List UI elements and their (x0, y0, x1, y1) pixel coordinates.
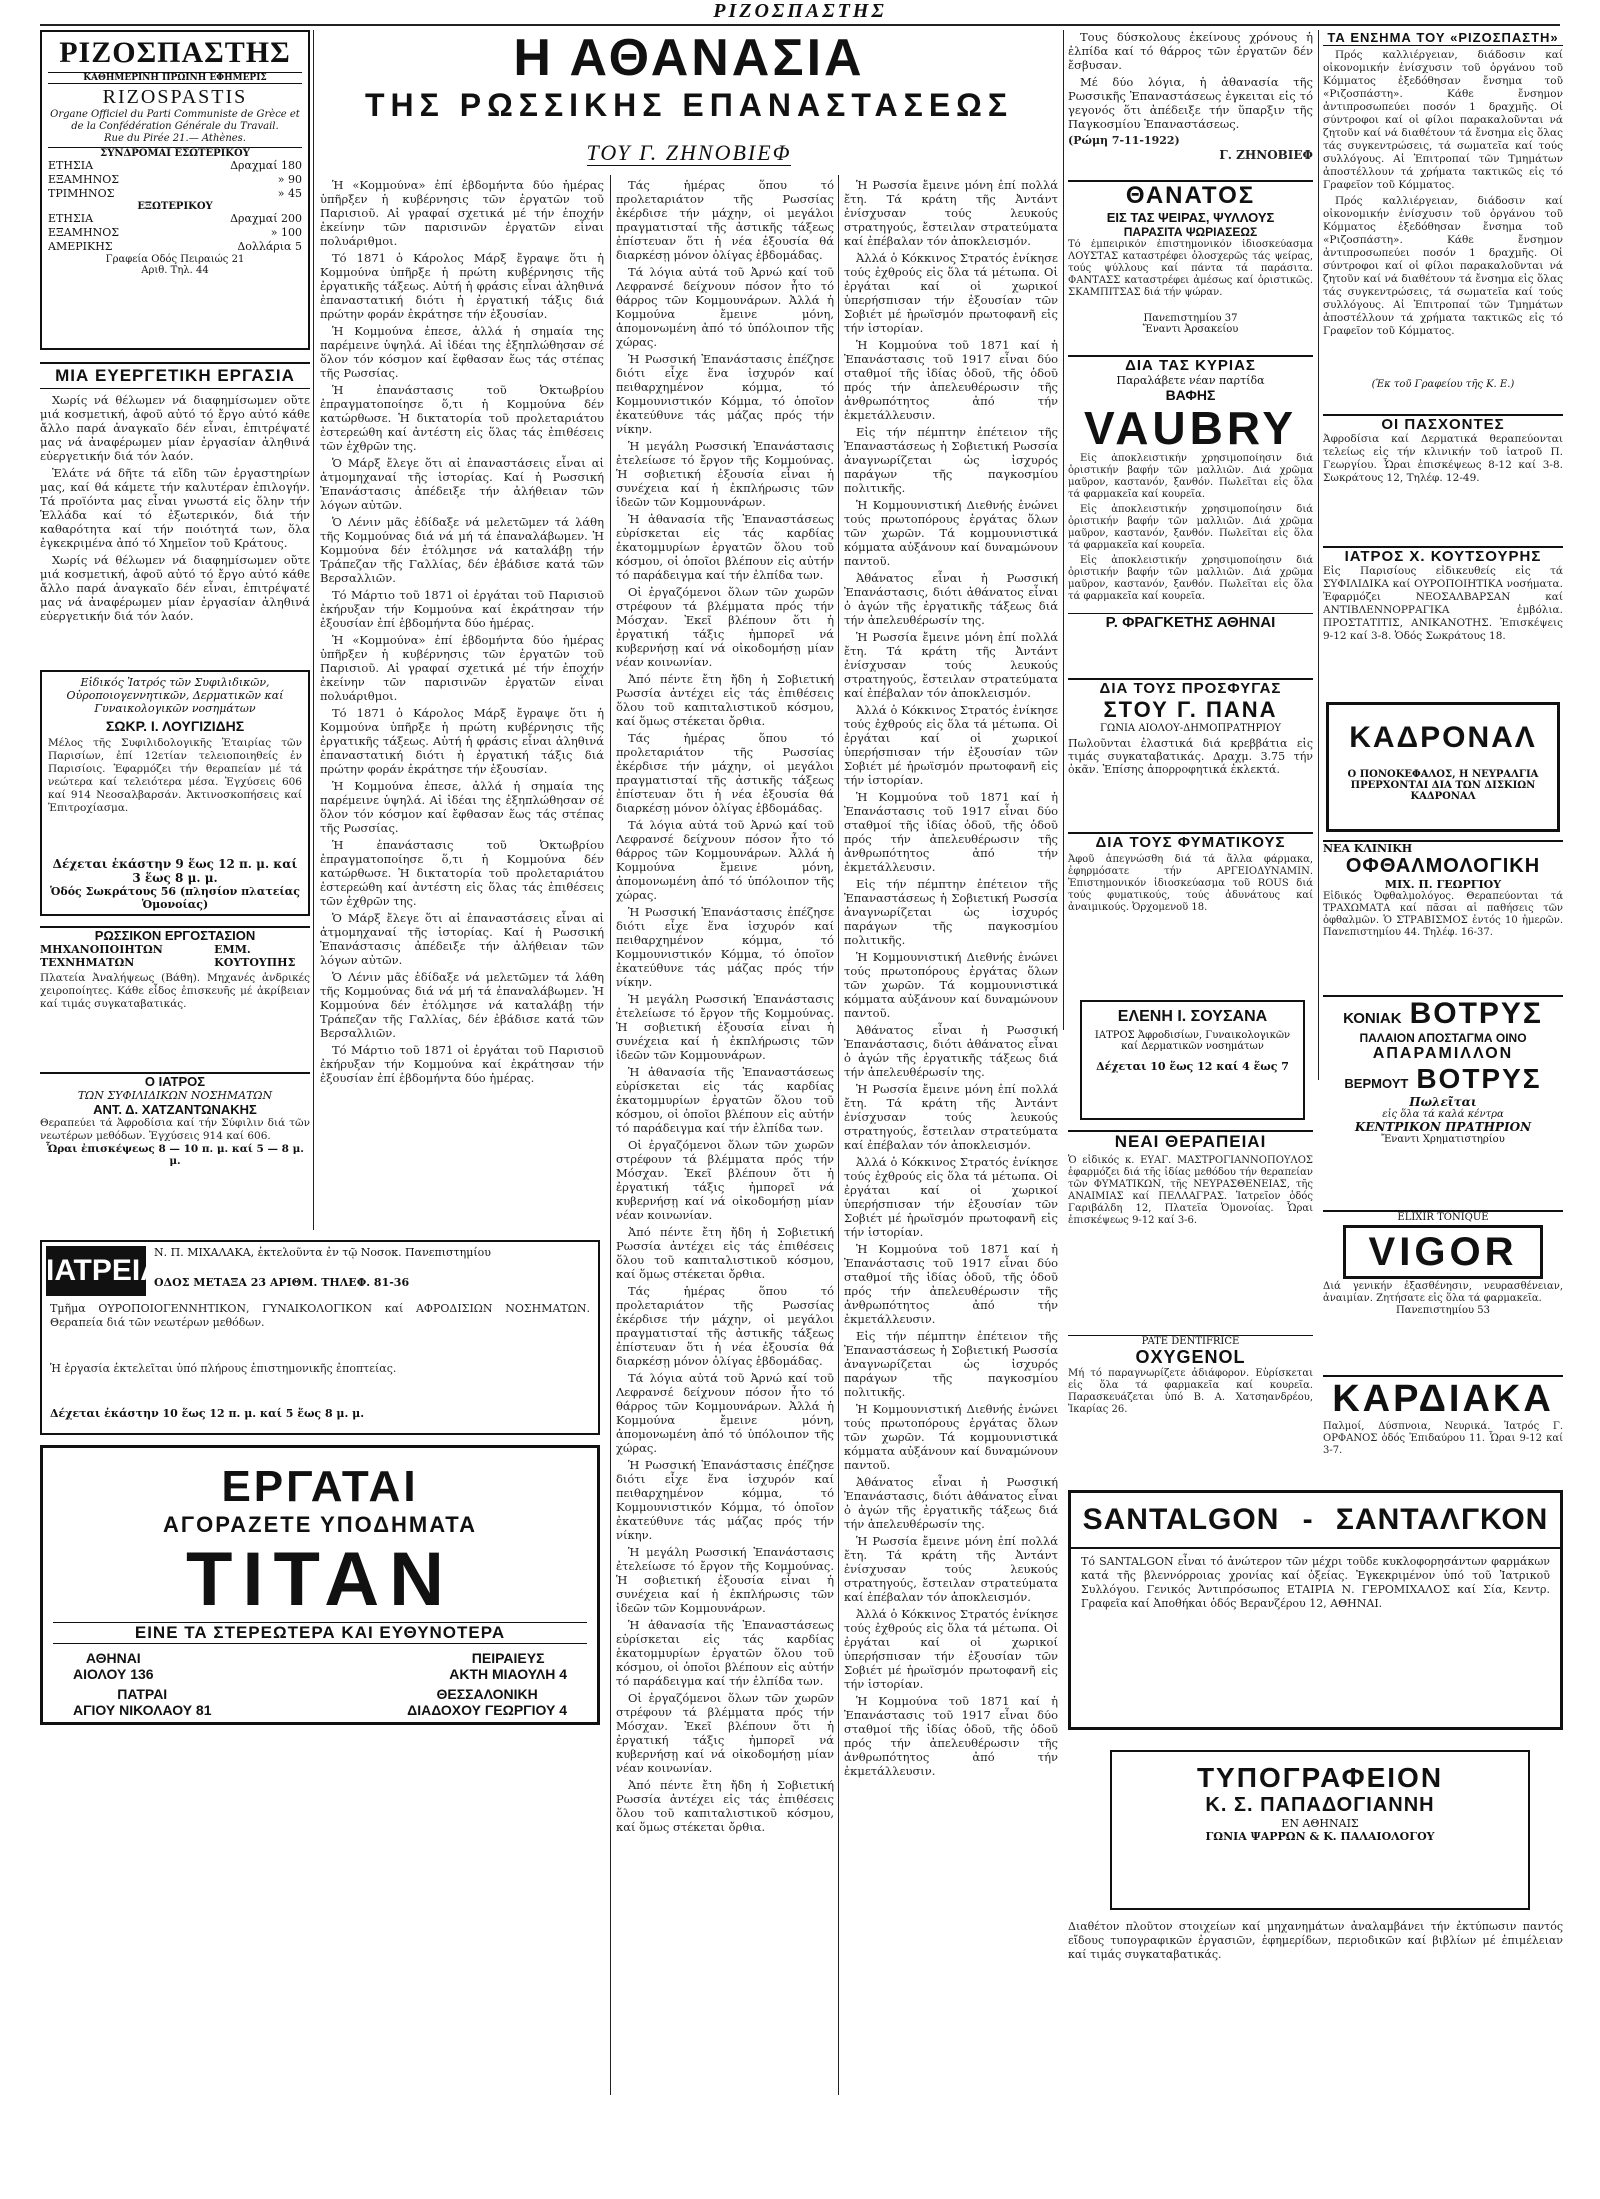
eye-heading: ΝΕΑ ΚΛΙΝΙΚΗ (1323, 842, 1413, 855)
ad-kadronal (1326, 702, 1560, 832)
cognac-footer-2: ΚΕΝΤΡΙΚΟΝ ΠΡΑΤΗΡΙΟΝ (1354, 1120, 1532, 1134)
subs-row: ΤΡΙΜΗΝΟΣ » 45 (48, 187, 302, 200)
titan-addresses: ΑΘΗΝΑΙ ΑΙΟΛΟΥ 136 ΠΕΙΡΑΙΕΥΣ ΑΚΤΗ ΜΙΑΟΥΛΗ 4 (73, 1650, 567, 1682)
oxygenol-brand: OXYGENOL (1135, 1347, 1246, 1367)
vaubry-footer: Ρ. ΦΡΑΓΚΕΤΗΣ ΑΘΗΝΑΙ (1068, 613, 1313, 631)
column-rule (610, 175, 611, 2095)
article-dateline: (Ρώμη 7-11-1922) (1068, 134, 1180, 147)
ad-oxygenol (1068, 1335, 1313, 1426)
subs-row: ΑΜΕΡΙΚΗΣ Δολλάρια 5 (48, 240, 302, 253)
print-body: Διαθέτον πλοῦτον στοιχείων καί μηχανημάτων ἀναλαμβάνει τήν ἐκτύπωσιν παντός εἴδους τυπογραφικῶν ἐργασιῶν, ἐφημερίδων, περιοδικῶν καί βιβλίων μέ ἐπιμέλειαν καί τιμάς συγκαταβατικάς. (1068, 1920, 1563, 1961)
cognac-footer: εἰς ὅλα τά καλά κέντρα (1382, 1109, 1504, 1120)
cognac-line: ΠΑΛΑΙΟΝ ΑΠΟΣΤΑΓΜΑ ΟΙΝΟ (1359, 1031, 1527, 1045)
eye-name: ΜΙΧ. Π. ΓΕΩΡΓΙΟΥ (1384, 878, 1502, 891)
kardiaka-brand: ΚΑΡΔΙΑΚΑ (1332, 1378, 1554, 1420)
santalgon-latin: SANTALGON (1082, 1503, 1280, 1536)
ad-typography (1110, 1750, 1530, 1910)
clinic-note: Ἡ ἐργασία ἐκτελεῖται ὑπό πλήρους ἐπιστημονικῆς ἐποπτείας. (50, 1362, 397, 1375)
article-signature: Γ. ΖΗΝΟΒΙΕΦ (1219, 148, 1313, 162)
masthead-address: Rue du Pirée 21.— Athènes. (104, 133, 246, 144)
ad-clinic-michalaka (40, 1240, 600, 1435)
santalgon-header (1071, 1493, 1560, 1549)
clinic-hours: Δέχεται ἑκάστην 10 ἕως 12 π. μ. καί 5 ἕως 8 μ. μ. (50, 1407, 365, 1420)
print-address: ΓΩΝΙΑ ΨΑΡΡΩΝ & Κ. ΠΑΛΑΙΟΛΟΓΟΥ (1205, 1830, 1435, 1843)
eleni-line-2: καί Δερματικῶν νοσημάτων (1121, 1041, 1264, 1052)
death-title: ΘΑΝΑΤΟΣ (1125, 182, 1256, 209)
sufferers-heading: ΟΙ ΠΑΣΧΟΝΤΕΣ (1381, 416, 1505, 433)
ad-refugees (1068, 678, 1313, 830)
vermouth-row: ΒΕΡΜΟΥΤ ΒΟΤΡΥΣ (1344, 1063, 1542, 1094)
doctor1-address: Ὁδός Σωκράτους 56 (πλησίον πλατείας Ὁμονοίας) (50, 885, 300, 911)
titan-buy: ΑΓΟΡΑΖΕΤΕ ΥΠΟΔΗΜΑΤΑ (163, 1512, 477, 1537)
ad-doctor-lougizidis (40, 670, 310, 916)
death-subtitle: ΕΙΣ ΤΑΣ ΨΕΙΡΑΣ, ΨΥΛΛΟΥΣ (1106, 210, 1275, 225)
vaubry-pre: Παραλάβετε νέαν παρτίδα (1116, 374, 1265, 387)
doctor2-name: ΑΝΤ. Δ. ΧΑΤΖΑΝΤΩΝΑΚΗΣ (93, 1102, 257, 1117)
ad-sufferers (1323, 414, 1563, 544)
ad-stamps (1323, 30, 1563, 410)
kadronal-line-2: ΠΡΕΡΧΟΝΤΑΙ ΔΙΑ ΤΩΝ ΔΙΣΚΙΩΝ (1350, 780, 1536, 791)
clinic-address: ΟΔΟΣ ΜΕΤΑΞΑ 23 ΑΡΙΘΜ. ΤΗΛΕΦ. 81-36 (154, 1276, 410, 1289)
titan-workers: ΕΡΓΑΤΑΙ (221, 1462, 419, 1511)
vaubry-heading: ΔΙΑ ΤΑΣ ΚΥΡΙΑΣ (1125, 357, 1256, 374)
eleni-name: ΕΛΕΝΗ Ι. ΣΟΥΣΑΝΑ (1117, 1008, 1268, 1025)
subs-inner-title: ΣΥΝΔΡΟΜΑΙ ΕΣΩΤΕΡΙΚΟΥ (48, 147, 302, 159)
cognac-footer-3: Ἔναντι Χρηματιστηρίου (1381, 1134, 1505, 1145)
ad-new-therapies (1068, 1130, 1313, 1332)
article-header (318, 30, 1060, 140)
office-phone: Αριθ. Τηλ. 44 (141, 265, 209, 276)
vigor-box (1343, 1225, 1543, 1279)
column-rule (313, 30, 314, 1230)
kadronal-brand: ΚΑΔΡΟΝΑΛ (1349, 721, 1537, 754)
masthead-organ: Organe Officiel du Parti Communiste de Grèce et de la Confédération Générale du Travail. (50, 109, 300, 132)
doctor2-title: Ο ΙΑΤΡΟΣ (144, 1074, 206, 1089)
article-column-3: Ἡ Ρωσσία ἔμεινε μόνη ἐπί πολλά ἔτη. Τά κράτη τῆς Ἀντάντ ἐνίσχυσαν τούς λευκούς στρατηγούς, ἔστειλαν στρατεύματα καί ἐπέβαλαν τόν ἀποκλεισμόν. Ἀλλά ὁ Κόκκινος Στρατός ἐνίκησε τούς ἐχθρούς εἰς ὅλα τά μέτωπα. Οἱ ἐργάται καί οἱ χωρικοί ὑπερήσπισαν τήν ἐξουσίαν τῶν Σοβιέτ μέ ἡρωϊσμόν πρωτοφανῆ εἰς τήν ἱστορίαν. Ἡ Κομμούνα τοῦ 1871 καί ἡ Ἐπανάστασις τοῦ 1917 εἶναι δύο σταθμοί τῆς ἰδίας ὁδοῦ, τῆς ὁδοῦ πρός τήν ἀπελευθέρωσιν τῆς ἀνθρωπότητος ἀπό τήν ἐκμετάλλευσιν. Εἰς τήν πέμπτην ἐπέτειον τῆς Ἐπαναστάσεως ἡ Σοβιετική Ρωσσία ἀναγνωρίζεται ὡς ἰσχυρός παράγων τῆς παγκοσμίου πολιτικῆς. Ἡ Κομμουνιστική Διεθνής ἑνώνει τούς πρωτοπόρους ἐργάτας ὅλων τῶν χωρῶν. Τά κομμουνιστικά κόμματα αὐξάνουν καί δυναμώνουν παντοῦ. Ἀθάνατος εἶναι ἡ Ρωσσική Ἐπανάστασις, διότι ἀθάνατος εἶναι ὁ ἀγών τῆς ἐργατικῆς τάξεως διά τήν ἀπελευθέρωσίν της. Ἡ Ρωσσία ἔμεινε μόνη ἐπί πολλά ἔτη. Τά κράτη τῆς Ἀντάντ ἐνίσχυσαν τούς λευκούς στρατηγούς, ἔστειλαν στρατεύματα καί ἐπέβαλαν τόν ἀποκλεισμόν. Ἀλλά ὁ Κόκκινος Στρατός ἐνίκησε τούς ἐχθρούς εἰς ὅλα τά μέτωπα. Οἱ ἐργάται καί οἱ χωρικοί ὑπερήσπισαν τήν ἐξουσίαν τῶν Σοβιέτ μέ ἡρωϊσμόν πρωτοφανῆ εἰς τήν ἱστορίαν. Ἡ Κομμούνα τοῦ 1871 καί ἡ Ἐπανάστασις τοῦ 1917 εἶναι δύο σταθμοί τῆς ἰδίας ὁδοῦ, τῆς ὁδοῦ πρός τήν ἀπελευθέρωσιν τῆς ἀνθρωπότητος ἀπό τήν ἐκμετάλλευσιν. Εἰς τήν πέμπτην ἐπέτειον τῆς Ἐπαναστάσεως ἡ Σοβιετική Ρωσσία ἀναγνωρίζεται ὡς ἰσχυρός παράγων τῆς παγκοσμίου πολιτικῆς. Ἡ Κομμουνιστική Διεθνής ἑνώνει τούς πρωτοπόρους ἐργάτας ὅλων τῶν χωρῶν. Τά κομμουνιστικά κόμματα αὐξάνουν καί δυναμώνουν παντοῦ. Ἀθάνατος εἶναι ἡ Ρωσσική Ἐπανάστασις, διότι ἀθάνατος εἶναι ὁ ἀγών τῆς ἐργατικῆς τάξεως διά τήν ἀπελευθέρωσίν της. Ἡ Ρωσσία ἔμεινε μόνη ἐπί πολλά ἔτη. Τά κράτη τῆς Ἀντάντ ἐνίσχυσαν τούς λευκούς στρατηγούς, ἔστειλαν στρατεύματα καί ἐπέβαλαν τόν ἀποκλεισμόν. Ἀλλά ὁ Κόκκινος Στρατός ἐνίκησε τούς ἐχθρούς εἰς ὅλα τά μέτωπα. Οἱ ἐργάται καί οἱ χωρικοί ὑπερήσπισαν τήν ἐξουσίαν τῶν Σοβιέτ μέ ἡρωϊσμόν πρωτοφανῆ εἰς τήν ἱστορίαν. Ἡ Κομμούνα τοῦ 1871 καί ἡ Ἐπανάστασις τοῦ 1917 εἶναι δύο σταθμοί τῆς ἰδίας ὁδοῦ, τῆς ὁδοῦ πρός τήν ἀπελευθέρωσιν τῆς ἀνθρωπότητος ἀπό τήν ἐκμετάλλευσιν. Εἰς τήν πέμπτην ἐπέτειον τῆς Ἐπαναστάσεως ἡ Σοβιετική Ρωσσία ἀναγνωρίζεται ὡς ἰσχυρός παράγων τῆς παγκοσμίου πολιτικῆς. Ἡ Κομμουνιστική Διεθνής ἑνώνει τούς πρωτοπόρους ἐργάτας ὅλων τῶν χωρῶν. Τά κομμουνιστικά κόμματα αὐξάνουν καί δυναμώνουν παντοῦ. Ἀθάνατος εἶναι ἡ Ρωσσική Ἐπανάστασις, διότι ἀθάνατος εἶναι ὁ ἀγών τῆς ἐργατικῆς τάξεως διά τήν ἀπελευθέρωσίν της. Ἡ Ρωσσία ἔμεινε μόνη ἐπί πολλά ἔτη. Τά κράτη τῆς Ἀντάντ ἐνίσχυσαν τούς λευκούς στρατηγούς, ἔστειλαν στρατεύματα καί ἐπέβαλαν τόν ἀποκλεισμόν. Ἀλλά ὁ Κόκκινος Στρατός ἐνίκησε τούς ἐχθρούς εἰς ὅλα τά μέτωπα. Οἱ ἐργάται καί οἱ χωρικοί ὑπερήσπισαν τήν ἐξουσίαν τῶν Σοβιέτ μέ ἡρωϊσμόν πρωτοφανῆ εἰς τήν ἱστορίαν. Ἡ Κομμούνα τοῦ 1871 καί ἡ Ἐπανάστασις τοῦ 1917 εἶναι δύο σταθμοί τῆς ἰδίας ὁδοῦ, τῆς ὁδοῦ πρός τήν ἀπελευθέρωσιν τῆς ἀνθρωπότητος ἀπό τήν ἐκμετάλλευσιν. (844, 178, 1058, 1778)
print-title: ΤΥΠΟΓΡΑΦΕΙΟΝ (1196, 1762, 1444, 1793)
subs-row: ΕΞΑΜΗΝΟΣ » 90 (48, 173, 302, 186)
refugees-sub-2: ΓΩΝΙΑ ΑΙΟΛΟΥ-ΔΗΜΟΠΡΑΤΗΡΙΟΥ (1099, 723, 1282, 734)
koutsouris-body: Εἰς Παρισίους εἰδικευθείς εἰς τά ΣΥΦΙΛΙΔΙΚΑ καί ΟΥΡΟΠΟΙΗΤΙΚΑ νοσήματα. Ἐφαρμόζει ΝΕΟΣΑΛΒΑΡΣΑΝ καί ΑΝΤΙΒΛΕΝΝΟΡΡΑΓΙΚΑ ἐμβόλια. ΠΡΟΣΤΑΤΙΤΙΣ, ΑΝΙΚΑΝΟΤΗΣ. Ἐπισκέψεις 9-12 καί 3-8. Ὁδός Σωκράτους 18. (1323, 565, 1563, 642)
running-head: ΡΙΖΟΣΠΑΣΤΗΣ (713, 0, 887, 22)
ad-doctor-chatzantonakis (40, 1072, 310, 1234)
death-body: Τό ἐμπειρικόν ἐπιστημονικόν ἰδιοσκεύασμα ΛΟΥΣΤΑΣ καταστρέφει ὁλοσχερῶς τάς ψείρας, τούς ψύλλους καί πάντα τά παράσιτα. ΦΑΝΤΑΣΣ καταστρέφει ἀμέσως καί ὁριστικῶς. ΣΚΑΜΠΙΤΣΑΣ διά τήν ψώραν. (1068, 239, 1313, 298)
cognac-sell: Πωλεῖται (1409, 1095, 1477, 1109)
ad-koutsouris (1323, 546, 1563, 698)
masthead-latin: RIZOSPASTIS (102, 86, 248, 108)
vigor-body: Διά γενικήν ἐξασθένησιν, νευρασθένειαν, ἀναιμίαν. Ζητήσατε εἰς ὅλα τά φαρμακεῖα. (1323, 1281, 1563, 1304)
therapies-heading: ΝΕΑΙ ΘΕΡΑΠΕΙΑΙ (1114, 1132, 1267, 1151)
workshop-title: ΡΩΣΣΙΚΟΝ ΕΡΓΟΣΤΑΣΙΟΝ (94, 928, 256, 943)
masthead-title: ΡΙΖΟΣΠΑΣΤΗΣ (59, 36, 291, 69)
refugees-sub: ΣΤΟΥ Γ. ΠΑΝΑ (1103, 697, 1278, 722)
subs-row: ΕΞΑΜΗΝΟΣ » 100 (48, 226, 302, 239)
subs-outer-title: ΕΞΩΤΕΡΙΚΟΥ (137, 201, 213, 212)
article-byline: ΤΟΥ Γ. ΖΗΝΟΒΙΕΦ (586, 140, 792, 165)
refugees-body: Πωλοῦνται ἐλαστικά διά κρεββάτια εἰς τιμάς συγκαταβατικάς. Δραχμ. 3.75 τήν ὀκᾶν. Ἐπίσης ἀπορροφητικά ἐκλεκτά. (1068, 737, 1313, 776)
print-name: Κ. Σ. ΠΑΠΑΔΟΓΙΑΝΝΗ (1205, 1794, 1435, 1816)
death-address: Πανεπιστημίου 37 (1143, 313, 1238, 324)
benefit-body: Χωρίς νά θέλωμεν νά διαφημίσωμεν οὔτε μιά κοσμετική, ἀφοῦ αὐτό τό ἔργο αὐτό κάθε ἄλλο παρά ἀναγκαῖο δέν εἶναι, ἐπιτρέψατέ μας νά ἀναφέρωμεν μίαν ἐργασίαν ἀληθινά εὐεργετικήν διά τόν λαόν. Ἐλάτε νά δῆτε τά εἴδη τῶν ἐργαστηρίων μας, καί θά κάμετε τήν καλυτέραν ἐπιλογήν. Τά προϊόντα μας εἶναι γνωστά εἰς ὅλην τήν Ἑλλάδα καί τό ἐξωτερικόν, διά τήν καθαρότητα καί τήν ποιότητά των, ὅλα ἐγκεκριμένα ἀπό τό Χημεῖον τοῦ Κράτους. Χωρίς νά θέλωμεν νά διαφημίσωμεν οὔτε μιά κοσμετική, ἀφοῦ αὐτό τό ἔργο αὐτό κάθε ἄλλο παρά ἀναγκαῖο δέν εἶναι, ἐπιτρέψατέ μας νά ἀναφέρωμεν μίαν ἐργασίαν ἀληθινά εὐεργετικήν διά τόν λαόν. (40, 393, 310, 623)
subs-row: ΕΤΗΣΙΑ Δραχμαί 200 (48, 212, 302, 225)
ad-kardiaka (1323, 1375, 1563, 1487)
oxygenol-body: Μή τό παραγνωρίζετε ἀδιάφορον. Εὑρίσκεται εἰς ὅλα τά φαρμακεῖα καί κουρεῖα. Παρασκευάζεται ὑπό Β. Α. Χατσηανδρέου, Ἰκαρίας 26. (1068, 1368, 1313, 1415)
doctor1-body: Μέλος τῆς Συφιλιδολογικῆς Ἑταιρίας τῶν Παρισίων, ἐπί 12ετίαν τελειοποιηθείς ἐν Παρισίοις. Ἐφαρμόζει τήν θεραπείαν μέ τά νεώτερα καί τελειότερα μέσα. Ἐγχύσεις 606 καί 914 Νεοσαλβαρσάν. Ἀκτινοσκοπήσεις καί Ἐπιτροχίασμα. (48, 737, 302, 814)
article-column-4: Τους δύσκολους ἐκείνους χρόνους ἡ ἐλπίδα καί τό θάρρος τῶν ἐργατῶν δέν ἔσβυσαν. Μέ δύο λόγια, ἡ ἀθανασία τῆς Ρωσσικῆς Ἐπαναστάσεως ἐγκειται εἰς τό γεγονός ὅτι ἀπέδειξε τήν ὕπαρξιν τῆς Παγκοσμίου Ἐπαναστάσεως. (Ρώμη 7-11-1922) Γ. ΖΗΝΟΒΙΕΦ (1068, 30, 1313, 162)
koutsouris-heading: ΙΑΤΡΟΣ Χ. ΚΟΥΤΣΟΥΡΗΣ (1344, 548, 1542, 565)
stamps-heading: ΤΑ ΕΝΣΗΜΑ ΤΟΥ «ΡΙΖΟΣΠΑΣΤΗ» (1323, 30, 1563, 46)
titan-brand: TITAN (185, 1537, 455, 1622)
print-city: ΕΝ ΑΘΗΝΑΙΣ (1281, 1817, 1359, 1830)
smokers-body: Ἀφοῦ ἀπεγνώσθη διά τά ἄλλα φάρμακα, ἐφηρμόσατε τήν ΑΡΓΕΙΟΔΥΝΑΜΙΝ. Ἐπιστημονικόν ἰδιοσκεύασμα τοῦ ROUS διά τούς φυματικούς, τούς ἀδυνάτους καί ἀναιμικούς. Ὀρχομενοῦ 18. (1068, 854, 1313, 913)
cognac-row: ΚΟΝΙΑΚ ΒΟΤΡΥΣ (1343, 997, 1543, 1030)
santalgon-body: Τό SANTALGON εἶναι τό ἀνώτερον τῶν μέχρι τοῦδε κυκλοφορησάντων φαρμάκων κατά τῆς βλεννόρροιας χρονίας καί ὀξείας. Ἐγκεκριμένον ὑπό τοῦ Ἰατρικοῦ Συλλόγου. Γενικός Ἀντιπρόσωπος ΕΤΑΙΡΙΑ Ν. ΓΕΡΟΜΙΧΑΛΟΣ καί Σία, Κεντρ. Γραφεῖα καί Ἀποθήκαι ὁδός Βερανζέρου 12, ΑΘΗΝΑΙ. (1081, 1555, 1550, 1610)
benefit-title: ΜΙΑ ΕΥΕΡΓΕΤΙΚΗ ΕΡΓΑΣΙΑ (40, 362, 310, 389)
vaubry-body: Εἰς ἀποκλειστικήν χρησιμοποίησιν διά ὁριστικήν βαφήν τῶν μαλλιῶν. Διά χρῶμα μαῦρον, καστανόν, ξανθόν. Πωλεῖται εἰς ὅλα τά φαρμακεῖα καί κουρεῖα. Εἰς ἀποκλειστικήν χρησιμοποίησιν διά ὁριστικήν βαφήν τῶν μαλλιῶν. Διά χρῶμα μαῦρον, καστανόν, ξανθόν. Πωλεῖται εἰς ὅλα τά φαρμακεῖα καί κουρεῖα. Εἰς ἀποκλειστικήν χρησιμοποίησιν διά ὁριστικήν βαφήν τῶν μαλλιῶν. Διά χρῶμα μαῦρον, καστανόν, ξανθόν. Πωλεῖται εἰς ὅλα τά φαρμακεῖα καί κουρεῖα. (1068, 453, 1313, 602)
column-rule (1318, 30, 1319, 1080)
doctor1-hours: Δέχεται ἑκάστην 9 ἕως 12 π. μ. καί 3 ἕως 8 μ. μ. (52, 857, 298, 885)
doctor1-name: ΣΩΚΡ. Ι. ΛΟΥΓΙΖΙΔΗΣ (105, 718, 245, 734)
santalgon-dash: - (1302, 1503, 1313, 1536)
eleni-line-1: ΙΑΤΡΟΣ Ἀφροδισίων, Γυναικολογικῶν (1094, 1030, 1291, 1041)
sufferers-body: Ἀφροδίσια καί Δερματικά θεραπεύονται τελείως εἰς τήν κλινικήν τοῦ ἰατροῦ Π. Γεωργίου. Ὧραι ἐπισκέψεως 8-12 καί 3-8. Σωκράτους 12, Τηλέφ. 12-49. (1323, 433, 1563, 484)
vigor-footer: Πανεπιστημίου 53 (1396, 1305, 1490, 1316)
death-subtitle-2: ΠΑΡΑΣΙΤΑ ΨΩΡΙΑΣΕΩΣ (1123, 225, 1258, 239)
ad-tuberculosis (1068, 832, 1313, 984)
top-rule (40, 24, 1560, 26)
ad-vaubry (1068, 355, 1313, 675)
doctor2-subtitle: ΤΩΝ ΣΥΦΙΛΙΔΙΚΩΝ ΝΟΣΗΜΑΤΩΝ (77, 1089, 273, 1102)
titan-slogan: ΕΙΝΕ ΤΑ ΣΤΕΡΕΩΤΕΡΑ ΚΑΙ ΕΥΘΥΝΟΤΕΡΑ (53, 1622, 587, 1644)
clinic-label: ΙΑΤΡΕΙΑ (46, 1246, 146, 1296)
kadronal-line-1: Ο ΠΟΝΟΚΕΦΑΛΟΣ, Η ΝΕΥΡΑΛΓΙΑ (1347, 769, 1539, 780)
ad-workshop (40, 926, 310, 1068)
vigor-pre: ELIXIR TONIQUE (1397, 1212, 1489, 1223)
kadronal-line-3: ΚΑΔΡΟΝΑΛ (1410, 791, 1476, 802)
doctor2-body: Θεραπεύει τά Ἀφροδίσια καί τήν Σύφιλιν διά τῶν νεωτέρων μεθόδων. Ἐγχύσεις 914 καί 606. (40, 1117, 310, 1142)
eye-title: ΟΦΘΑΛΜΟΛΟΓΙΚΗ (1345, 855, 1541, 877)
masthead-subtitle: ΚΑΘΗΜΕΡΙΝΗ ΠΡΩΙΝΗ ΕΦΗΜΕΡΙΣ (48, 72, 302, 84)
eleni-hours: Δέχεται 10 ἕως 12 καί 4 ἕως 7 (1096, 1060, 1289, 1073)
article-column-1: Ἡ «Κομμούνα» ἐπί ἑβδομήντα δύο ἡμέρας ὑπῆρξεν ἡ κυβέρνησις τῶν ἐργατῶν τοῦ Παρισιοῦ. Αἱ γραφαί σχετικά μέ τήν ἐποχήν ἐκείνην τῶν παρισινῶν ἐργατῶν εἶναι πολυάριθμοι. Τό 1871 ὁ Κάρολος Μάρξ ἔγραψε ὅτι ἡ Κομμούνα ὑπῆρξε ἡ πρώτη κυβέρνησις τῆς ἐργατικῆς τάξεως. Αὐτή ἡ φράσις εἶναι ἀληθινά ἐπαναστατική διότι ἡ ἐργατική τάξις διά πρώτην φοράν ἐκράτησε τήν ἐξουσίαν. Ἡ Κομμούνα ἐπεσε, ἀλλά ἡ σημαία της παρέμεινε ὑψηλά. Αἱ ἰδέαι της ἐξηπλώθησαν σέ ὅλον τόν κόσμον καί ἔφθασαν ἕως τάς στέπας τῆς Ρωσσίας. Ἡ ἐπανάστασις τοῦ Ὀκτωβρίου ἐπραγματοποίησε ὅ,τι ἡ Κομμούνα δέν κατώρθωσε. Ἡ δικτατορία τοῦ προλεταριάτου ἐστερεώθη καί ἀντέστη εἰς ὅλας τάς ἐπιθέσεις τῶν ἐχθρῶν της. Ὁ Μάρξ ἔλεγε ὅτι αἱ ἐπαναστάσεις εἶναι αἱ ἀτμομηχαναί τῆς ἱστορίας. Καί ἡ Ρωσσική Ἐπανάστασις ἀπέδειξε τήν ἀλήθειαν τῶν λόγων αὐτῶν. Ὁ Λένιν μᾶς ἐδίδαξε νά μελετῶμεν τά λάθη τῆς Κομμούνας διά νά μή τά ἐπαναλάβωμεν. Ἡ Κομμούνα δέν ἐτόλμησε νά καταλάβῃ τήν Τράπεζαν τῆς Γαλλίας, δέν ἐβάδισε κατά τῶν Βερσαλλιῶν. Τό Μάρτιο τοῦ 1871 οἱ ἐργάται τοῦ Παρισιοῦ ἐκήρυξαν τήν Κομμούνα καί ἐκράτησαν τήν ἐξουσίαν ἐπί ἑβδομήντα δύο ἡμέρας. Ἡ «Κομμούνα» ἐπί ἑβδομήντα δύο ἡμέρας ὑπῆρξεν ἡ κυβέρνησις τῶν ἐργατῶν τοῦ Παρισιοῦ. Αἱ γραφαί σχετικά μέ τήν ἐποχήν ἐκείνην τῶν παρισινῶν ἐργατῶν εἶναι πολυάριθμοι. Τό 1871 ὁ Κάρολος Μάρξ ἔγραψε ὅτι ἡ Κομμούνα ὑπῆρξε ἡ πρώτη κυβέρνησις τῆς ἐργατικῆς τάξεως. Αὐτή ἡ φράσις εἶναι ἀληθινά ἐπαναστατική διότι ἡ ἐργατική τάξις διά πρώτην φοράν ἐκράτησε τήν ἐξουσίαν. Ἡ Κομμούνα ἐπεσε, ἀλλά ἡ σημαία της παρέμεινε ὑψηλά. Αἱ ἰδέαι της ἐξηπλώθησαν σέ ὅλον τόν κόσμον καί ἔφθασαν ἕως τάς στέπας τῆς Ρωσσίας. Ἡ ἐπανάστασις τοῦ Ὀκτωβρίου ἐπραγματοποίησε ὅ,τι ἡ Κομμούνα δέν κατώρθωσε. Ἡ δικτατορία τοῦ προλεταριάτου ἐστερεώθη καί ἀντέστη εἰς ὅλας τάς ἐπιθέσεις τῶν ἐχθρῶν της. Ὁ Μάρξ ἔλεγε ὅτι αἱ ἐπαναστάσεις εἶναι αἱ ἀτμομηχαναί τῆς ἱστορίας. Καί ἡ Ρωσσική Ἐπανάστασις ἀπέδειξε τήν ἀλήθειαν τῶν λόγων αὐτῶν. Ὁ Λένιν μᾶς ἐδίδαξε νά μελετῶμεν τά λάθη τῆς Κομμούνας διά νά μή τά ἐπαναλάβωμεν. Ἡ Κομμούνα δέν ἐτόλμησε νά καταλάβῃ τήν Τράπεζαν τῆς Γαλλίας, δέν ἐβάδισε κατά τῶν Βερσαλλιῶν. Τό Μάρτιο τοῦ 1871 οἱ ἐργάται τοῦ Παρισιοῦ ἐκήρυξαν τήν Κομμούνα καί ἐκράτησαν τήν ἐξουσίαν ἐπί ἑβδομήντα δύο ἡμέρας. (320, 178, 604, 1085)
ad-titan (40, 1445, 600, 1725)
doctor1-intro: Εἰδικός Ἰατρός τῶν Συφιλιδικῶν, Οὐροποιογεννητικῶν, Δερματικῶν καί Γυναικολογικῶν νοσημάτων (66, 676, 284, 715)
ad-eleni-sousana (1080, 1000, 1305, 1120)
subs-row: ΕΤΗΣΙΑ Δραχμαί 180 (48, 159, 302, 172)
eye-body: Εἰδικός Ὀφθαλμολόγος. Θεραπεύονται τά ΤΡΑΧΩΜΑΤΑ καί πᾶσαι αἱ παθήσεις τῶν ὀφθαλμῶν. Ὁ ΣΤΡΑΒΙΣΜΟΣ ἐντός 10 ἡμερῶν. Πανεπιστημίου 44. Τηλέφ. 16-37. (1323, 891, 1563, 938)
refugees-heading: ΔΙΑ ΤΟΥΣ ΠΡΟΣΦΥΓΑΣ (1099, 680, 1282, 697)
office-address: Γραφεία Οδός Πειραιώς 21 (105, 254, 245, 265)
left-column (40, 30, 310, 2180)
vaubry-sub: ΒΑΦΗΣ (1165, 387, 1216, 403)
workshop-body: Πλατεία Ἀναλήψεως (Βάθη). Μηχανές ἀνδρικές χειροποίητες. Κάθε εἶδος ἐπισκευῆς μέ ἀκρίβειαν καί τιμάς συγκαταβατικάς. (40, 972, 310, 1010)
article-title: Η ΑΘΑΝΑΣΙΑ (513, 29, 865, 87)
cognac-line-2: ΑΠΑΡΑΜΙΛΛΟΝ (1372, 1045, 1514, 1062)
column-rule (838, 175, 839, 2095)
oxygenol-pre: PATE DENTIFRICE (1141, 1336, 1240, 1347)
column-rule (1063, 30, 1064, 1030)
ad-cognac-botrys (1323, 995, 1563, 1207)
vaubry-brand: VAUBRY (1083, 402, 1298, 454)
clinic-body: Τμῆμα ΟΥΡΟΠΟΙΟΓΕΝΝΗΤΙΚΟΝ, ΓΥΝΑΙΚΟΛΟΓΙΚΟΝ καί ΑΦΡΟΔΙΣΙΩΝ ΝΟΣΗΜΑΤΩΝ. Θεραπεία διά τῶν νεωτέρων μεθόδων. (50, 1302, 590, 1329)
stamps-footnote: (Ἐκ τοῦ Γραφείου τῆς Κ. Ε.) (1371, 379, 1515, 390)
therapies-body: Ὁ εἰδικός κ. ΕΥΑΓ. ΜΑΣΤΡΟΓΙΑΝΝΟΠΟΥΛΟΣ ἐφαρμόζει διά τῆς ἰδίας μεθόδου τήν θεραπείαν τῶν ΦΥΜΑΤΙΚΩΝ, τῆς ΝΕΥΡΑΣΘΕΝΕΙΑΣ, τῆς ΑΝΑΙΜΙΑΣ καί ΠΕΛΛΑΓΡΑΣ. Ἰατρεῖον ὁδός Γαριβάλδη 12, Πλατεῖα Ὁμονοίας. Ὧραι ἐπισκέψεως 9-12 καί 3-6. (1068, 1155, 1313, 1226)
ad-vigor (1323, 1210, 1563, 1372)
masthead-box (40, 30, 310, 350)
death-firm: Ἔναντι Ἀρσακείου (1142, 324, 1239, 335)
doctor2-hours: Ὧραι ἐπισκέψεως 8 — 10 π. μ. καί 5 — 8 μ. μ. (46, 1143, 304, 1167)
ad-death-lice (1068, 180, 1313, 352)
kardiaka-body: Παλμοί, Δύσπνοια, Νευρικά. Ἰατρός Γ. ΟΡΦΑΝΟΣ ὁδός Ἐπιδαύρου 11. Ὧραι 9-12 καί 3-7. (1323, 1421, 1563, 1456)
stamps-body: Πρός καλλιέργειαν, διάδοσιν καί οἰκονομικήν ἐνίσχυσιν τοῦ ὀργάνου τοῦ Κόμματος ἐξεδόθησαν ἔνσημα τοῦ «Ριζοσπάστη». Κάθε ἔνσημον ἀντιπροσωπεύει ποσόν 1 δραχμῆς. Οἱ σύντροφοι καί οἱ φίλοι παρακαλοῦνται νά ζητοῦν καί νά διαθέτουν τά ἔνσημα εἰς ὅλας τάς συγκεντρώσεις, τά σωματεῖα καί τούς συλλόγους. Αἱ Ἐπιτροπαί τῶν Τμημάτων ἀποστέλλουν τά χρήματα τακτικῶς εἰς τό Γραφεῖον τοῦ Κόμματος. Πρός καλλιέργειαν, διάδοσιν καί οἰκονομικήν ἐνίσχυσιν τοῦ ὀργάνου τοῦ Κόμματος ἐξεδόθησαν ἔνσημα τοῦ «Ριζοσπάστη». Κάθε ἔνσημον ἀντιπροσωπεύει ποσόν 1 δραχμῆς. Οἱ σύντροφοι καί οἱ φίλοι παρακαλοῦνται νά ζητοῦν καί νά διαθέτουν τά ἔνσημα εἰς ὅλας τάς συγκεντρώσεις, τά σωματεῖα καί τούς συλλόγους. Αἱ Ἐπιτροπαί τῶν Τμημάτων ἀποστέλλουν τά χρήματα τακτικῶς εἰς τό Γραφεῖον τοῦ Κόμματος. (1323, 49, 1563, 337)
smokers-heading: ΔΙΑ ΤΟΥΣ ΦΥΜΑΤΙΚΟΥΣ (1095, 834, 1286, 851)
ad-santalgon (1068, 1490, 1563, 1730)
clinic-header: Ν. Π. ΜΙΧΑΛΑΚΑ, ἐκτελοῦντα ἐν τῷ Νοσοκ. Πανεπιστημίου (154, 1246, 491, 1259)
titan-addresses-2: ΠΑΤΡΑΙ ΑΓΙΟΥ ΝΙΚΟΛΑΟΥ 81 ΘΕΣΣΑΛΟΝΙΚΗ ΔΙΑΔΟΧΟΥ ΓΕΩΡΓΙΟΥ 4 (73, 1686, 567, 1718)
article-title-2: ΤΗΣ ΡΩΣΣΙΚΗΣ ΕΠΑΝΑΣΤΑΣΕΩΣ (364, 87, 1014, 123)
workshop-name-row: ΜΗΧΑΝΟΠΟΙΗΤΩΝ ΤΕΧΝΗΜΑΤΩΝ ΕΜΜ. ΚΟΥΤΟΥΠΗΣ (40, 943, 296, 969)
vigor-brand: VIGOR (1368, 1230, 1518, 1274)
ad-eye-clinic (1323, 840, 1563, 992)
santalgon-greek: ΣΑΝΤΑΛΓΚΟΝ (1335, 1503, 1549, 1536)
article-column-2: Τάς ἡμέρας ὅπου τό προλεταριάτον τῆς Ρωσσίας ἐκέρδισε τήν μάχην, οἱ μεγάλοι πραγματισταί τῆς ἀστικῆς τάξεως ἐπίστευαν ὅτι ἡ νέα ἐξουσία θά διαρκέσῃ μόνον ὀλίγας ἑβδομάδας. Τά λόγια αὐτά τοῦ Ἀρνώ καί τοῦ Λεφρανσέ δείχνουν πόσον ἦτο τό θάρρος τῶν Κομμουνάρων. Ἀλλά ἡ Κομμούνα ἔμεινε μόνη, ἀπομονωμένη ἀπό τό ὑπόλοιπον τῆς χώρας. Ἡ Ρωσσική Ἐπανάστασις ἐπέζησε διότι εἶχε ἕνα ἰσχυρόν καί πειθαρχημένον κόμμα, τό Κομμουνιστικόν Κόμμα, τό ὁποῖον ἐκατεύθυνε τάς μάζας πρός τήν νίκην. Ἡ μεγάλη Ρωσσική Ἐπανάστασις ἐτελείωσε τό ἔργον τῆς Κομμούνας. Ἡ σοβιετική ἐξουσία εἶναι ἡ συνέχεια καί ἡ ἐκπλήρωσις τῶν ἰδεῶν τῶν Κομμουνάρων. Ἡ ἀθανασία τῆς Ἐπαναστάσεως εὑρίσκεται εἰς τάς καρδίας ἑκατομμυρίων ἐργατῶν ὅλου τοῦ κόσμου, οἱ ὁποῖοι βλέπουν εἰς αὐτήν τό παράδειγμα καί τήν ἐλπίδα των. Οἱ ἐργαζόμενοι ὅλων τῶν χωρῶν στρέφουν τά βλέμματα πρός τήν Μόσχαν. Ἐκεῖ βλέπουν ὅτι ἡ ἐργατική τάξις ἠμπορεῖ νά κυβερνήσῃ καί νά οἰκοδομήσῃ μίαν νέαν κοινωνίαν. Ἀπό πέντε ἔτη ἤδη ἡ Σοβιετική Ρωσσία ἀντέχει εἰς τάς ἐπιθέσεις ὅλου τοῦ καπιταλιστικοῦ κόσμου, καί ὅμως στέκεται ὄρθια. Τάς ἡμέρας ὅπου τό προλεταριάτον τῆς Ρωσσίας ἐκέρδισε τήν μάχην, οἱ μεγάλοι πραγματισταί τῆς ἀστικῆς τάξεως ἐπίστευαν ὅτι ἡ νέα ἐξουσία θά διαρκέσῃ μόνον ὀλίγας ἑβδομάδας. Τά λόγια αὐτά τοῦ Ἀρνώ καί τοῦ Λεφρανσέ δείχνουν πόσον ἦτο τό θάρρος τῶν Κομμουνάρων. Ἀλλά ἡ Κομμούνα ἔμεινε μόνη, ἀπομονωμένη ἀπό τό ὑπόλοιπον τῆς χώρας. Ἡ Ρωσσική Ἐπανάστασις ἐπέζησε διότι εἶχε ἕνα ἰσχυρόν καί πειθαρχημένον κόμμα, τό Κομμουνιστικόν Κόμμα, τό ὁποῖον ἐκατεύθυνε τάς μάζας πρός τήν νίκην. Ἡ μεγάλη Ρωσσική Ἐπανάστασις ἐτελείωσε τό ἔργον τῆς Κομμούνας. Ἡ σοβιετική ἐξουσία εἶναι ἡ συνέχεια καί ἡ ἐκπλήρωσις τῶν ἰδεῶν τῶν Κομμουνάρων. Ἡ ἀθανασία τῆς Ἐπαναστάσεως εὑρίσκεται εἰς τάς καρδίας ἑκατομμυρίων ἐργατῶν ὅλου τοῦ κόσμου, οἱ ὁποῖοι βλέπουν εἰς αὐτήν τό παράδειγμα καί τήν ἐλπίδα των. Οἱ ἐργαζόμενοι ὅλων τῶν χωρῶν στρέφουν τά βλέμματα πρός τήν Μόσχαν. Ἐκεῖ βλέπουν ὅτι ἡ ἐργατική τάξις ἠμπορεῖ νά κυβερνήσῃ καί νά οἰκοδομήσῃ μίαν νέαν κοινωνίαν. Ἀπό πέντε ἔτη ἤδη ἡ Σοβιετική Ρωσσία ἀντέχει εἰς τάς ἐπιθέσεις ὅλου τοῦ καπιταλιστικοῦ κόσμου, καί ὅμως στέκεται ὄρθια. Τάς ἡμέρας ὅπου τό προλεταριάτον τῆς Ρωσσίας ἐκέρδισε τήν μάχην, οἱ μεγάλοι πραγματισταί τῆς ἀστικῆς τάξεως ἐπίστευαν ὅτι ἡ νέα ἐξουσία θά διαρκέσῃ μόνον ὀλίγας ἑβδομάδας. Τά λόγια αὐτά τοῦ Ἀρνώ καί τοῦ Λεφρανσέ δείχνουν πόσον ἦτο τό θάρρος τῶν Κομμουνάρων. Ἀλλά ἡ Κομμούνα ἔμεινε μόνη, ἀπομονωμένη ἀπό τό ὑπόλοιπον τῆς χώρας. Ἡ Ρωσσική Ἐπανάστασις ἐπέζησε διότι εἶχε ἕνα ἰσχυρόν καί πειθαρχημένον κόμμα, τό Κομμουνιστικόν Κόμμα, τό ὁποῖον ἐκατεύθυνε τάς μάζας πρός τήν νίκην. Ἡ μεγάλη Ρωσσική Ἐπανάστασις ἐτελείωσε τό ἔργον τῆς Κομμούνας. Ἡ σοβιετική ἐξουσία εἶναι ἡ συνέχεια καί ἡ ἐκπλήρωσις τῶν ἰδεῶν τῶν Κομμουνάρων. Ἡ ἀθανασία τῆς Ἐπαναστάσεως εὑρίσκεται εἰς τάς καρδίας ἑκατομμυρίων ἐργατῶν ὅλου τοῦ κόσμου, οἱ ὁποῖοι βλέπουν εἰς αὐτήν τό παράδειγμα καί τήν ἐλπίδα των. Οἱ ἐργαζόμενοι ὅλων τῶν χωρῶν στρέφουν τά βλέμματα πρός τήν Μόσχαν. Ἐκεῖ βλέπουν ὅτι ἡ ἐργατική τάξις ἠμπορεῖ νά κυβερνήσῃ καί νά οἰκοδομήσῃ μίαν νέαν κοινωνίαν. Ἀπό πέντε ἔτη ἤδη ἡ Σοβιετική Ρωσσία ἀντέχει εἰς τάς ἐπιθέσεις ὅλου τοῦ καπιταλιστικοῦ κόσμου, καί ὅμως στέκεται ὄρθια. (616, 178, 834, 1834)
benefit-article (40, 362, 310, 683)
